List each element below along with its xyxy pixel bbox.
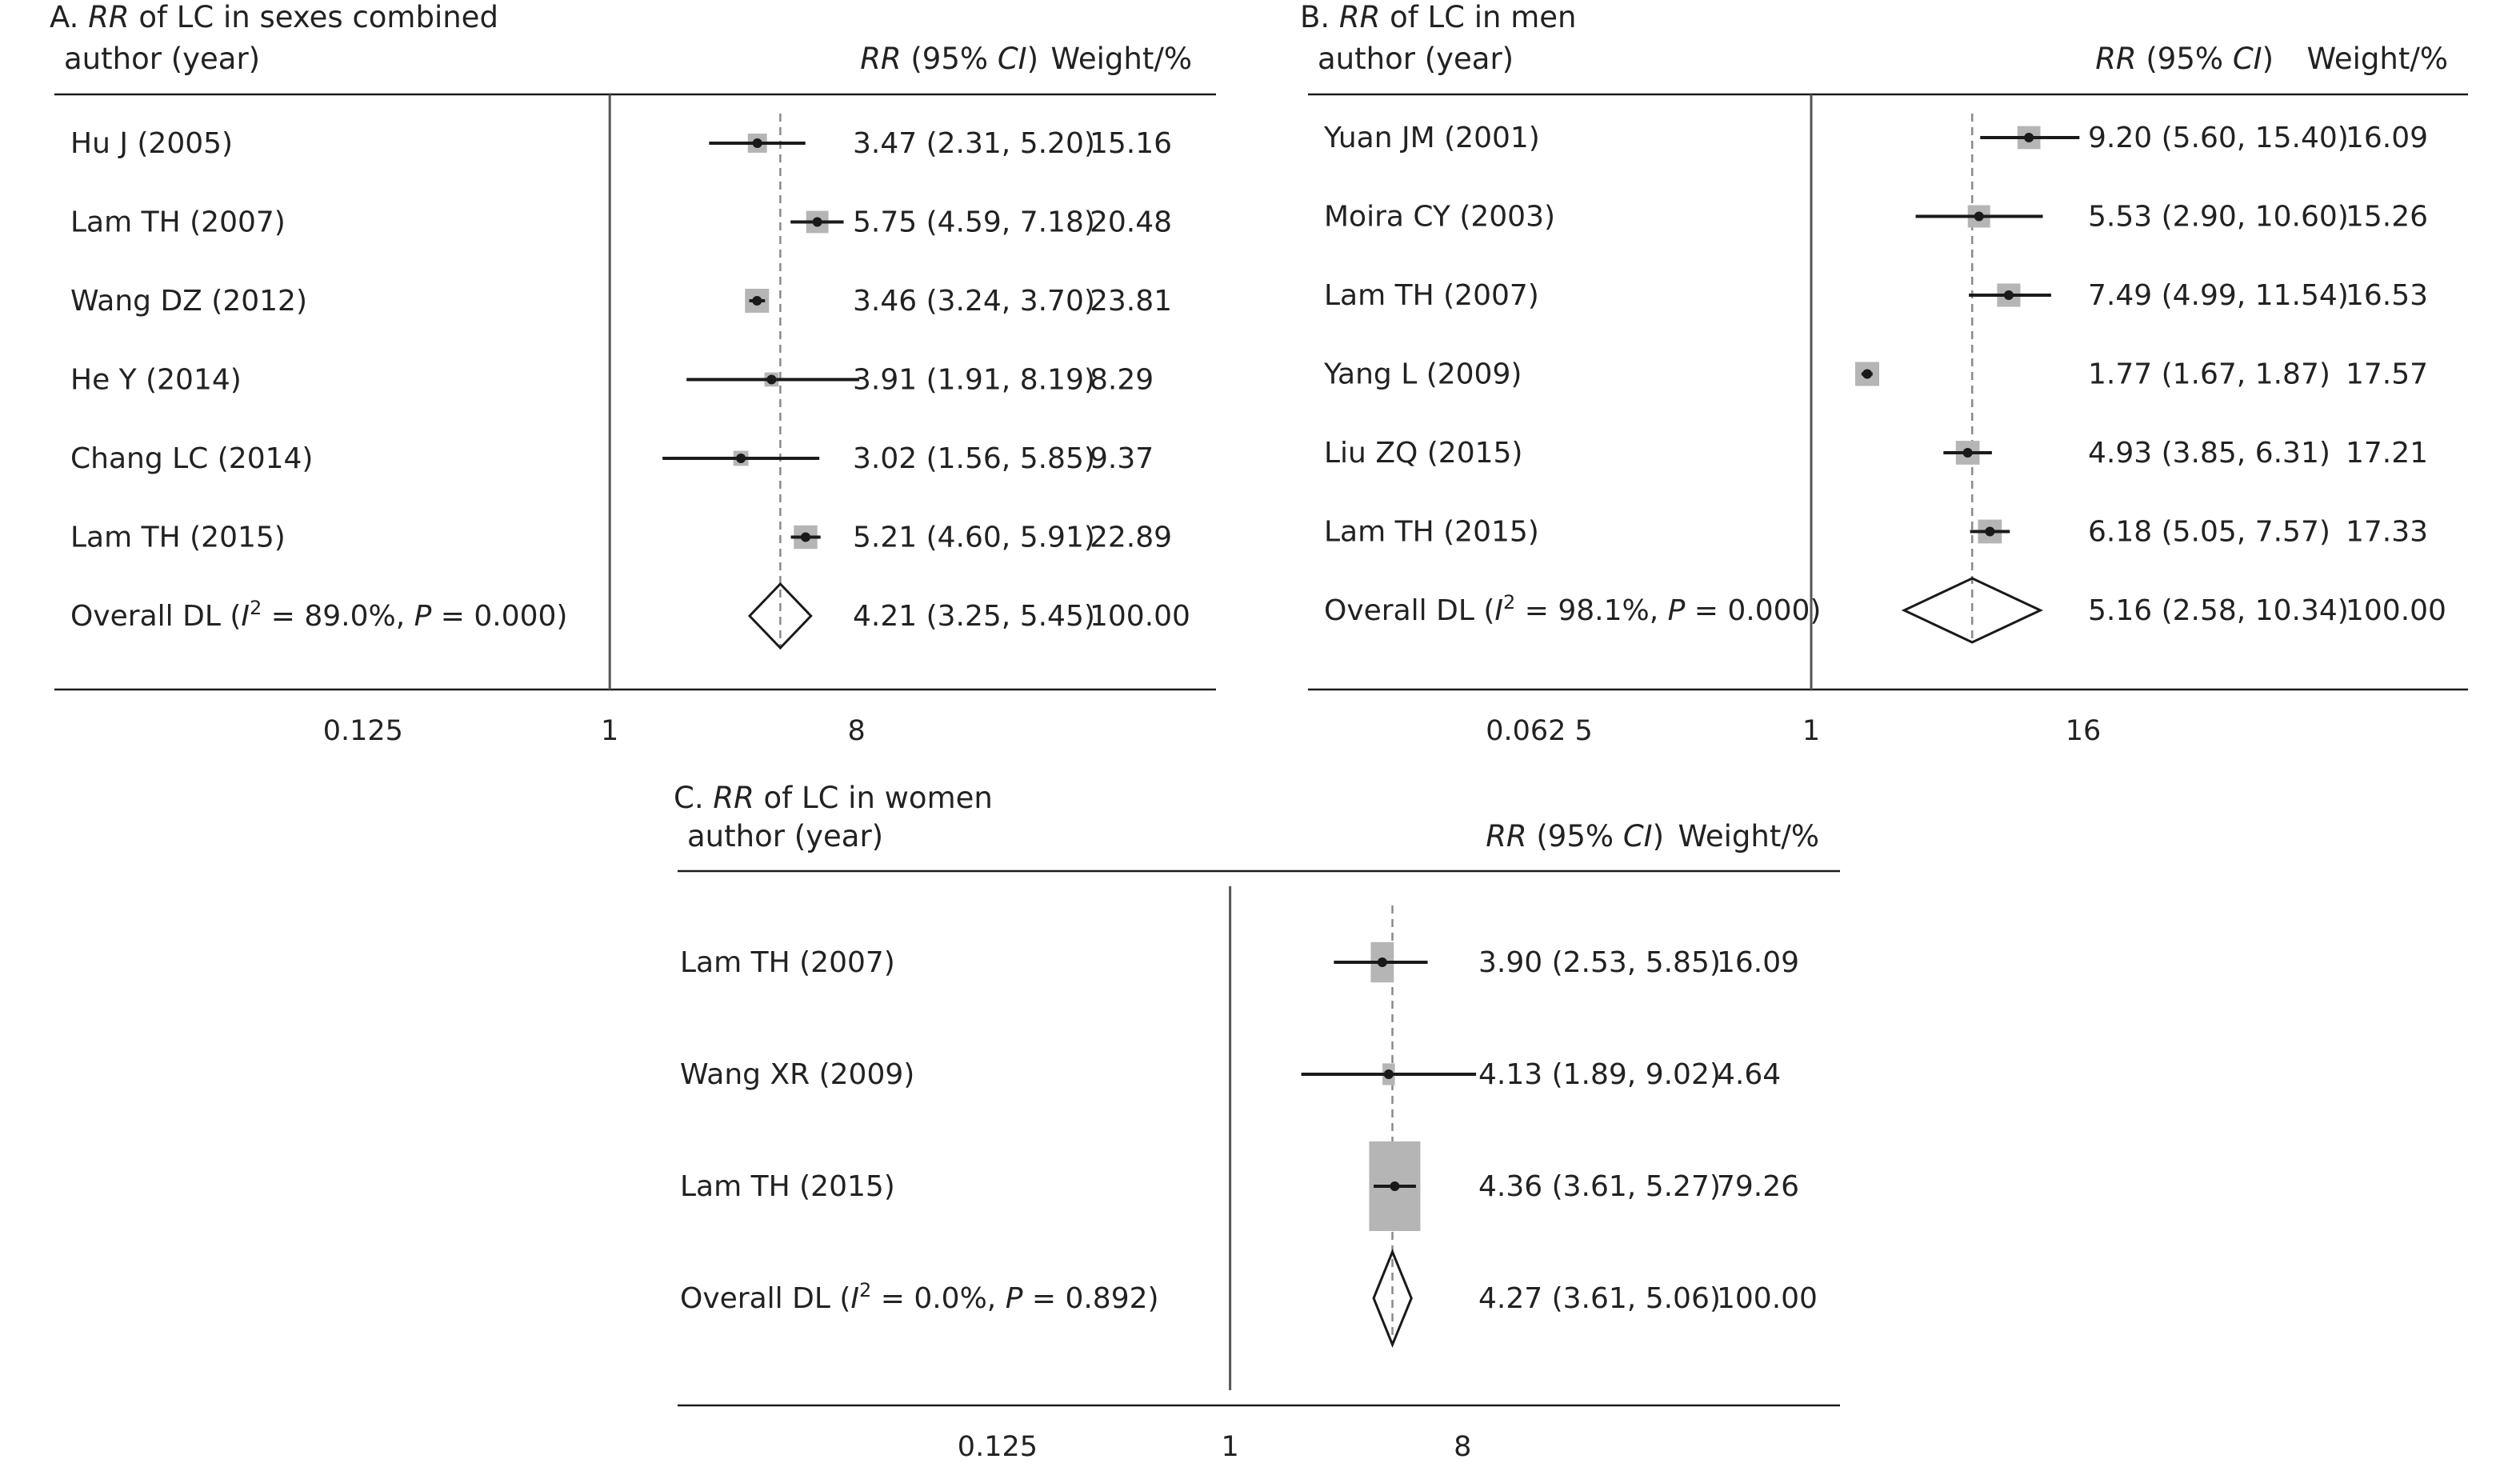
overall-label-i-sup: 2 — [859, 1279, 872, 1301]
ci-text: 4.93 (3.85, 6.31) — [2088, 437, 2330, 470]
ci-text: 3.47 (2.31, 5.20) — [853, 127, 1095, 160]
header-ci-close: ) — [2262, 42, 2274, 76]
ci-text: 3.90 (2.53, 5.85) — [1478, 946, 1721, 979]
study-label: Yang L (2009) — [1324, 358, 1522, 391]
panel-title — [50, 0, 498, 34]
point-estimate — [2024, 133, 2034, 142]
study-label: Lam TH (2007) — [1324, 279, 1539, 312]
ci-text: 1.77 (1.67, 1.87) — [2088, 358, 2330, 391]
study-row — [70, 522, 1172, 554]
ci-text: 7.49 (4.99, 11.54) — [2088, 279, 2349, 312]
study-label: Yuan JM (2001) — [1324, 122, 1540, 154]
overall-label-mid: = 98.1%, — [1515, 594, 1668, 627]
ci-text: 3.02 (1.56, 5.85) — [853, 442, 1095, 475]
overall-label-p: P — [414, 600, 432, 633]
study-label: Lam TH (2007) — [680, 946, 895, 979]
point-estimate — [801, 533, 810, 542]
header-rr-ci — [1486, 819, 1664, 853]
study-label: Hu J (2005) — [70, 127, 234, 160]
study-label: Lam TH (2015) — [70, 521, 286, 554]
point-estimate — [813, 218, 822, 227]
x-tick-label: 0.125 — [322, 715, 403, 747]
weight-text: 4.64 — [1717, 1058, 1782, 1091]
study-label: Moira CY (2003) — [1324, 200, 1556, 234]
overall-ci-text: 4.21 (3.25, 5.45) — [853, 600, 1095, 633]
header-rr: RR — [1486, 819, 1527, 853]
study-row — [1324, 279, 2428, 312]
title-prefix: C. — [674, 781, 714, 815]
overall-ci-text: 5.16 (2.58, 10.34) — [2088, 594, 2349, 627]
overall-label-mid: = 0.0%, — [871, 1282, 1006, 1315]
panel-a — [50, 0, 1216, 747]
overall-label-mid: = 89.0%, — [262, 600, 414, 633]
x-tick-label: 1 — [601, 715, 619, 747]
overall-label-end: = 0.000) — [1685, 594, 1822, 627]
ci-text: 9.20 (5.60, 15.40) — [2088, 122, 2349, 154]
study-row — [70, 364, 1154, 397]
header-rr: RR — [860, 42, 902, 76]
point-estimate — [1862, 370, 1872, 379]
overall-label-p: P — [1005, 1282, 1023, 1315]
study-label: Wang DZ (2012) — [70, 285, 307, 318]
title-italic: RR — [88, 0, 130, 34]
weight-text: 15.16 — [1090, 127, 1173, 160]
study-label: Lam TH (2007) — [70, 206, 286, 239]
weight-text: 16.53 — [2346, 279, 2429, 312]
overall-label-i: I — [241, 600, 250, 633]
weight-text: 22.89 — [1090, 521, 1173, 554]
overall-label — [1324, 591, 1821, 627]
study-row — [1324, 516, 2428, 549]
ci-text: 5.75 (4.59, 7.18) — [853, 206, 1095, 239]
weight-text: 9.37 — [1090, 442, 1154, 475]
point-estimate — [753, 138, 762, 148]
ci-text: 6.18 (5.05, 7.57) — [2088, 515, 2330, 549]
point-estimate — [1384, 1069, 1394, 1079]
study-row — [70, 127, 1172, 160]
overall-label-end: = 0.000) — [431, 600, 568, 633]
weight-text: 17.21 — [2346, 437, 2429, 470]
overall-label-i: I — [1494, 594, 1503, 627]
study-row — [70, 285, 1172, 318]
ci-text: 5.21 (4.60, 5.91) — [853, 521, 1095, 554]
title-suffix: of LC in men — [1380, 0, 1577, 34]
header-rr-ci — [860, 42, 1038, 76]
study-label: Lam TH (2015) — [680, 1170, 895, 1203]
ci-text: 3.46 (3.24, 3.70) — [853, 285, 1095, 318]
x-tick-label: 1 — [1802, 715, 1821, 747]
x-tick-label: 8 — [847, 715, 866, 747]
overall-label-i-sup: 2 — [250, 597, 262, 619]
point-estimate — [736, 454, 746, 463]
panel-title — [1300, 0, 1576, 34]
point-estimate — [1963, 448, 1973, 458]
x-tick-label: 1 — [1221, 1431, 1239, 1463]
weight-text: 17.33 — [2346, 515, 2429, 549]
header-rr-ci — [2095, 42, 2274, 76]
overall-label-prefix: Overall DL ( — [680, 1282, 851, 1315]
overall-label-p: P — [1667, 594, 1686, 627]
title-prefix: B. — [1300, 0, 1339, 34]
ci-text: 3.91 (1.91, 8.19) — [853, 363, 1095, 397]
study-label: Lam TH (2015) — [1324, 515, 1539, 549]
weight-text: 17.57 — [2346, 358, 2429, 391]
point-estimate — [2004, 290, 2014, 300]
point-estimate — [752, 296, 762, 306]
study-row — [70, 206, 1172, 239]
header-ci-close: ) — [1652, 819, 1664, 853]
overall-label-i: I — [850, 1282, 859, 1315]
overall-label-prefix: Overall DL ( — [1324, 594, 1495, 627]
panel-b — [1300, 0, 2468, 747]
overall-label-end: = 0.892) — [1022, 1282, 1159, 1315]
weight-text: 16.09 — [1717, 946, 1800, 979]
title-suffix: of LC in women — [754, 781, 993, 815]
header-ci-open: (95% — [2136, 42, 2233, 76]
header-ci: CI — [2232, 42, 2262, 76]
overall-weight-text: 100.00 — [1717, 1282, 1818, 1315]
ci-text: 4.36 (3.61, 5.27) — [1478, 1170, 1721, 1203]
point-estimate — [1378, 957, 1387, 967]
study-label: Wang XR (2009) — [680, 1058, 915, 1091]
panel-c — [674, 781, 1840, 1463]
study-label: He Y (2014) — [70, 363, 242, 397]
panel-title — [674, 781, 993, 815]
weight-text: 8.29 — [1090, 363, 1154, 397]
header-author-year: author (year) — [64, 42, 261, 76]
study-row — [680, 942, 1799, 982]
header-ci-open: (95% — [1526, 819, 1623, 853]
point-estimate — [1974, 212, 1984, 222]
overall-weight-text: 100.00 — [1090, 600, 1190, 633]
weight-text: 23.81 — [1090, 285, 1173, 318]
overall-row — [70, 584, 1190, 648]
title-suffix: of LC in sexes combined — [129, 0, 498, 34]
title-prefix: A. — [50, 0, 89, 34]
overall-ci-text: 4.27 (3.61, 5.06) — [1478, 1282, 1721, 1315]
x-tick-label: 0.125 — [957, 1431, 1038, 1463]
overall-label-i-sup: 2 — [1503, 591, 1516, 614]
study-label: Liu ZQ (2015) — [1324, 437, 1523, 470]
overall-label — [70, 597, 567, 633]
header-weight: Weight/% — [1678, 819, 1819, 853]
x-tick-label: 0.062 5 — [1486, 715, 1593, 747]
weight-text: 16.09 — [2346, 122, 2429, 154]
overall-weight-text: 100.00 — [2346, 594, 2446, 627]
weight-text: 20.48 — [1090, 206, 1173, 239]
weight-text: 79.26 — [1717, 1170, 1800, 1203]
ci-text: 5.53 (2.90, 10.60) — [2088, 200, 2349, 234]
point-estimate — [1390, 1181, 1399, 1191]
header-ci-close: ) — [1026, 42, 1038, 76]
overall-label-prefix: Overall DL ( — [70, 600, 242, 633]
study-row — [1323, 358, 2428, 391]
point-estimate — [1985, 527, 1994, 537]
title-italic: RR — [713, 781, 754, 815]
study-label: Chang LC (2014) — [70, 442, 314, 475]
x-tick-label: 16 — [2065, 715, 2102, 747]
ci-text: 4.13 (1.89, 9.02) — [1478, 1058, 1721, 1091]
title-italic: RR — [1338, 0, 1381, 34]
header-weight: Weight/% — [2306, 42, 2448, 76]
header-weight: Weight/% — [1050, 42, 1192, 76]
study-row — [1323, 122, 2428, 154]
header-rr: RR — [2095, 42, 2137, 76]
overall-row — [1324, 578, 2446, 642]
overall-row — [680, 1252, 1818, 1345]
point-estimate — [766, 375, 776, 385]
study-row — [680, 1141, 1799, 1231]
study-row — [70, 442, 1154, 475]
header-ci-open: (95% — [901, 42, 998, 76]
study-row — [1324, 201, 2428, 234]
header-author-year: author (year) — [1318, 42, 1514, 76]
header-ci: CI — [1622, 819, 1653, 853]
header-author-year: author (year) — [687, 819, 884, 853]
study-row — [1324, 437, 2428, 470]
header-ci: CI — [997, 42, 1027, 76]
x-tick-label: 8 — [1454, 1431, 1472, 1463]
weight-text: 15.26 — [2346, 200, 2429, 234]
overall-label — [680, 1279, 1159, 1315]
